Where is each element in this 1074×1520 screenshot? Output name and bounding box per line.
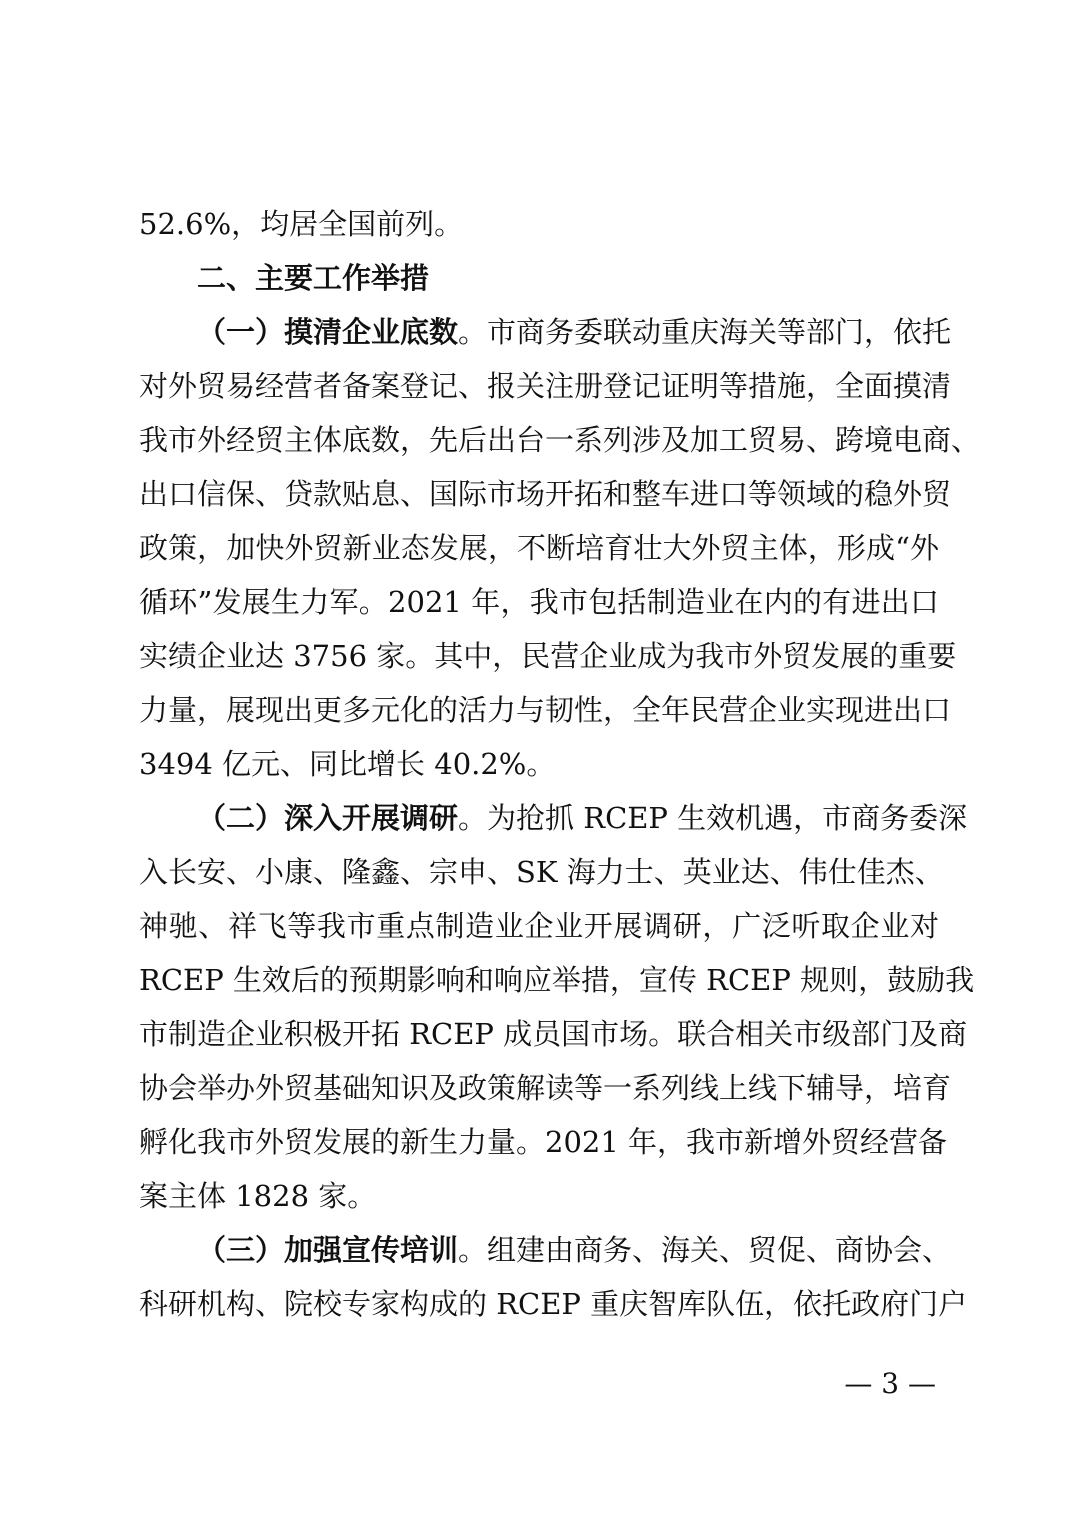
paragraph-2-line: RCEP 生效后的预期影响和响应举措，宣传 RCEP 规则，鼓励我 (139, 963, 975, 997)
paragraph-1-line: 出口信保、贷款贴息、国际市场开拓和整车进口等领域的稳外贸 (139, 477, 952, 511)
paragraph-3-line: 科研机构、院校专家构成的 RCEP 重庆智库队伍，依托政府门户 (139, 1287, 968, 1321)
paragraph-2-line: 案主体 1828 家。 (139, 1179, 377, 1213)
paragraph-2-title: （二）深入开展调研 (197, 801, 459, 835)
paragraph-3-first-line (197, 1222, 952, 1278)
paragraph-1-line: 我市外经贸主体底数，先后出台一系列涉及加工贸易、跨境电商、 (139, 423, 981, 457)
paragraph-1-line: 对外贸易经营者备案登记、报关注册登记证明等措施，全面摸清 (139, 369, 952, 403)
paragraph-2-line: 神驰、祥飞等我市重点制造业企业开展调研，广泛听取企业对 (139, 909, 939, 943)
paragraph-1-first-line (197, 304, 952, 360)
paragraph-2-first-line (197, 790, 968, 846)
paragraph-1-line: 力量，展现出更多元化的活力与韧性，全年民营企业实现进出口 (139, 693, 952, 727)
paragraph-1-line: 政策，加快外贸新业态发展，不断培育壮大外贸主体，形成“外 (139, 531, 939, 565)
paragraph-1-first-line-text: 。市商务委联动重庆海关等部门，依托 (458, 315, 952, 349)
section-heading: 二、主要工作举措 (197, 261, 430, 295)
paragraph-2-line: 协会举办外贸基础知识及政策解读等一系列线上线下辅导，培育 (139, 1071, 952, 1105)
paragraph-2-line: 入长安、小康、隆鑫、宗申、SK 海力士、英业达、伟仕佳杰、 (139, 855, 944, 889)
paragraph-2-line: 市制造企业积极开拓 RCEP 成员国市场。联合相关市级部门及商 (139, 1017, 968, 1051)
intro-line: 52.6%，均居全国前列。 (139, 207, 464, 241)
paragraph-3-first-line-text: 。组建由商务、海关、贸促、商协会、 (458, 1233, 952, 1267)
paragraph-2-line: 孵化我市外贸发展的新生力量。2021 年，我市新增外贸经营备 (139, 1125, 948, 1159)
page-number: — 3 — (844, 1367, 936, 1400)
paragraph-1-line: 循环”发展生力军。2021 年，我市包括制造业在内的有进出口 (139, 585, 939, 619)
paragraph-1-line: 3494 亿元、同比增长 40.2%。 (139, 747, 556, 781)
paragraph-3-title: （三）加强宣传培训 (197, 1233, 459, 1267)
paragraph-1-line: 实绩企业达 3756 家。其中，民营企业成为我市外贸发展的重要 (139, 639, 957, 673)
paragraph-1-title: （一）摸清企业底数 (197, 315, 459, 349)
paragraph-2-first-line-text: 。为抢抓 RCEP 生效机遇，市商务委深 (458, 801, 968, 835)
